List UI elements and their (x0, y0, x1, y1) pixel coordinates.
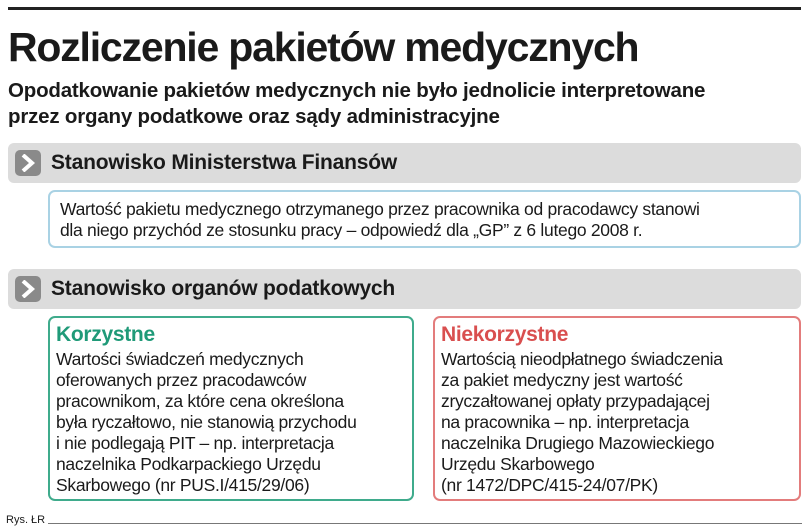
section-header-tax-authorities (8, 269, 801, 309)
favorable-title: Korzystne (56, 323, 155, 346)
top-rule (8, 7, 801, 10)
text-line: i nie podlegają PIT – np. interpretacja (56, 433, 334, 453)
text-line: na pracownika – np. interpretacja (441, 412, 689, 432)
text-line: Wartością nieodpłatnego świadczenia (441, 349, 723, 369)
text-line: za pakiet medyczny jest wartość (441, 370, 683, 390)
text-line: dla niego przychód ze stosunku pracy – odpowiedź dla „GP” z 6 lutego 2008 r. (60, 220, 643, 240)
text-line: Wartości świadczeń medycznych (56, 349, 304, 369)
text-line: była ryczałtowo, nie stanowią przychodu (56, 412, 357, 432)
unfavorable-title: Niekorzystne (441, 323, 569, 346)
subtitle (8, 78, 705, 130)
section-label: Stanowisko Ministerstwa Finansów (51, 151, 397, 174)
text-line: Wartość pakietu medycznego otrzymanego przez pracownika od pracodawcy stanowi (60, 199, 700, 219)
credit-text: Rys. ŁR (6, 514, 46, 526)
text-line: naczelnika Drugiego Mazowieckiego (441, 433, 715, 453)
page-title: Rozliczenie pakietów medycznych (8, 24, 639, 70)
subtitle-line: Opodatkowanie pakietów medycznych nie było jednolicie interpretowane (8, 79, 706, 102)
text-line: (nr 1472/DPC/415-24/07/PK) (441, 475, 658, 495)
ministry-position-box (48, 190, 801, 248)
text-line: naczelnika Podkarpackiego Urzędu (56, 454, 321, 474)
subtitle-line: przez organy podatkowe oraz sądy administracyjne (8, 105, 500, 128)
text-line: Urzędu Skarbowego (441, 454, 595, 474)
section-label: Stanowisko organów podatkowych (51, 277, 396, 300)
text-line: oferowanych przez pracodawców (56, 370, 307, 390)
chevron-right-icon (15, 150, 41, 176)
section-header-ministry (8, 143, 801, 183)
unfavorable-box (433, 316, 801, 501)
text-line: Skarbowego (nr PUS.I/415/29/06) (56, 475, 310, 495)
credit-rule (48, 523, 802, 524)
text-line: pracownikom, za które cena określona (56, 391, 344, 411)
credit (6, 514, 802, 526)
chevron-right-icon (15, 276, 41, 302)
favorable-box (48, 316, 414, 501)
text-line: zryczałtowanej opłaty przypadającej (441, 391, 710, 411)
